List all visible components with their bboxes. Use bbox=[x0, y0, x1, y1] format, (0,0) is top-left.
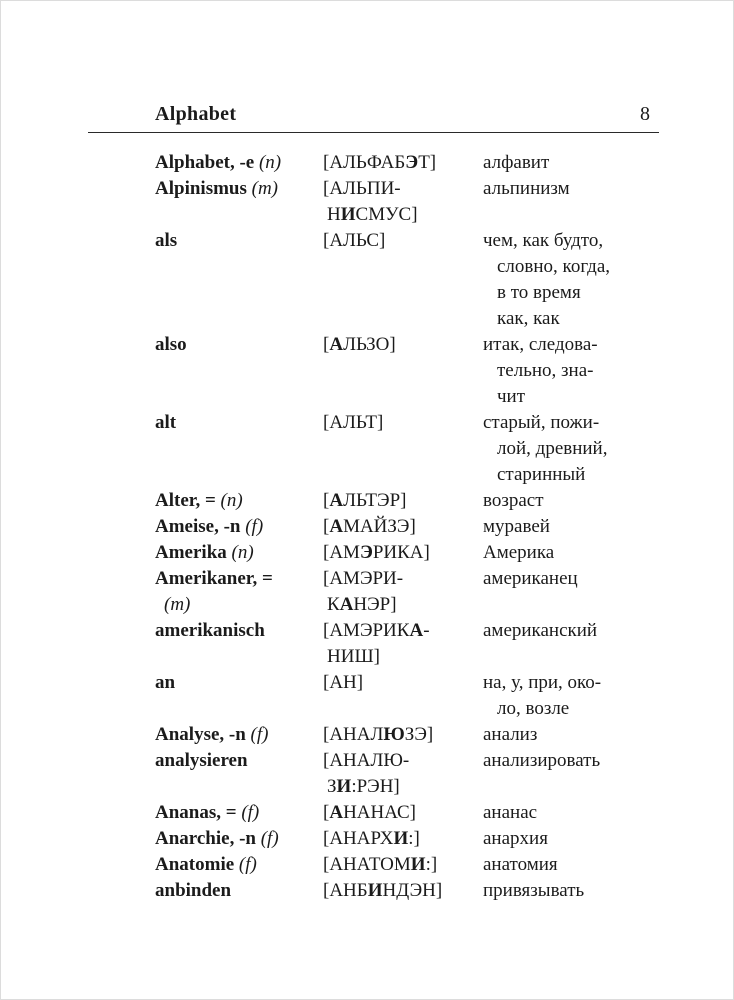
text-segment: [ bbox=[323, 802, 330, 823]
text-segment: алфавит bbox=[483, 152, 550, 173]
text-line bbox=[155, 332, 323, 358]
text-segment: Э bbox=[405, 152, 419, 173]
text-line bbox=[155, 722, 323, 748]
text-segment: Analyse, -n bbox=[155, 724, 251, 745]
text-segment: анархия bbox=[483, 828, 548, 849]
text-line bbox=[155, 150, 323, 176]
text-segment: А bbox=[409, 620, 424, 641]
text-segment: А bbox=[329, 334, 344, 355]
text-segment: возраст bbox=[483, 490, 544, 511]
text-segment: ЛЬЗО] bbox=[343, 334, 396, 355]
translation-cell bbox=[483, 228, 662, 332]
text-line bbox=[483, 410, 662, 436]
text-segment: [АНАЛ bbox=[323, 724, 384, 745]
text-line bbox=[323, 592, 483, 618]
text-segment: И bbox=[340, 204, 356, 225]
dictionary-entry bbox=[155, 514, 662, 540]
text-segment: РИКА] bbox=[372, 542, 430, 563]
text-segment: муравей bbox=[483, 516, 550, 537]
text-line bbox=[483, 540, 662, 566]
text-segment: Ananas, = bbox=[155, 802, 242, 823]
text-segment: Т] bbox=[418, 152, 437, 173]
text-segment: НИШ] bbox=[327, 646, 380, 667]
text-line bbox=[155, 228, 323, 254]
text-line bbox=[323, 670, 483, 696]
headword-cell bbox=[155, 488, 323, 514]
text-segment: Anarchie, -n bbox=[155, 828, 261, 849]
text-line bbox=[323, 176, 483, 202]
headword-cell bbox=[155, 670, 323, 696]
text-segment: als bbox=[155, 230, 178, 251]
headword-cell bbox=[155, 332, 323, 358]
text-segment: [АМ bbox=[323, 542, 360, 563]
text-segment: [АНАРХ bbox=[323, 828, 394, 849]
translation-cell bbox=[483, 488, 662, 514]
text-line bbox=[155, 878, 323, 904]
text-line bbox=[483, 670, 662, 696]
text-segment: :] bbox=[425, 854, 438, 875]
dictionary-entry bbox=[155, 852, 662, 878]
text-line bbox=[323, 644, 483, 670]
translation-cell bbox=[483, 826, 662, 852]
text-line bbox=[483, 228, 662, 254]
translation-cell bbox=[483, 332, 662, 410]
text-segment: [АЛЬТ] bbox=[323, 412, 384, 433]
text-line bbox=[323, 410, 483, 436]
text-segment: [ bbox=[323, 516, 330, 537]
dictionary-entry bbox=[155, 878, 662, 904]
text-line bbox=[323, 150, 483, 176]
text-segment: ЗЭ] bbox=[404, 724, 434, 745]
transcription-cell bbox=[323, 228, 483, 254]
text-segment: (f) bbox=[245, 516, 264, 537]
text-segment: чит bbox=[497, 386, 526, 407]
text-segment: (m) bbox=[164, 594, 191, 615]
transcription-cell bbox=[323, 514, 483, 540]
dictionary-entry bbox=[155, 540, 662, 566]
text-line bbox=[483, 852, 662, 878]
text-segment: [АЛЬПИ- bbox=[323, 178, 401, 199]
dictionary-entry bbox=[155, 176, 662, 228]
text-segment: [АНАТОМ bbox=[323, 854, 411, 875]
text-line bbox=[155, 566, 323, 592]
running-head: Alphabet bbox=[155, 103, 237, 125]
text-segment: И bbox=[393, 828, 409, 849]
text-segment: ло, возле bbox=[497, 698, 570, 719]
text-line bbox=[323, 488, 483, 514]
text-line bbox=[483, 722, 662, 748]
translation-cell bbox=[483, 618, 662, 644]
dictionary-entry bbox=[155, 748, 662, 800]
text-segment: (n) bbox=[231, 542, 254, 563]
dictionary-entry bbox=[155, 228, 662, 332]
text-segment: А bbox=[329, 490, 344, 511]
text-line bbox=[323, 540, 483, 566]
text-segment: чем, как будто, bbox=[483, 230, 604, 251]
text-segment: Alter, = bbox=[155, 490, 221, 511]
translation-cell bbox=[483, 670, 662, 722]
text-line bbox=[323, 202, 483, 228]
dictionary-entry bbox=[155, 618, 662, 670]
dictionary-entry bbox=[155, 826, 662, 852]
text-line bbox=[483, 748, 662, 774]
text-segment: analysieren bbox=[155, 750, 248, 771]
headword-cell bbox=[155, 826, 323, 852]
translation-cell bbox=[483, 878, 662, 904]
page-number: 8 bbox=[640, 103, 650, 125]
text-segment: К bbox=[327, 594, 340, 615]
text-line bbox=[323, 878, 483, 904]
text-segment: НЭР] bbox=[353, 594, 397, 615]
text-segment: А bbox=[329, 516, 344, 537]
text-segment: :] bbox=[408, 828, 420, 849]
text-line bbox=[155, 540, 323, 566]
text-line bbox=[323, 748, 483, 774]
text-line bbox=[323, 800, 483, 826]
headword-cell bbox=[155, 878, 323, 904]
translation-cell bbox=[483, 410, 662, 488]
text-segment: СМУС] bbox=[355, 204, 418, 225]
text-segment: [АН] bbox=[323, 672, 364, 693]
dictionary-entry bbox=[155, 722, 662, 748]
text-segment: also bbox=[155, 334, 187, 355]
dictionary-entry bbox=[155, 488, 662, 514]
text-segment: НДЭН] bbox=[382, 880, 443, 901]
text-segment: anbinden bbox=[155, 880, 232, 901]
text-segment: alt bbox=[155, 412, 177, 433]
headword-cell bbox=[155, 852, 323, 878]
text-segment: американский bbox=[483, 620, 598, 641]
text-line bbox=[483, 176, 662, 202]
text-line bbox=[483, 566, 662, 592]
text-line bbox=[323, 566, 483, 592]
headword-cell bbox=[155, 514, 323, 540]
text-line bbox=[483, 696, 662, 722]
text-segment: [ bbox=[323, 490, 330, 511]
text-segment: Ю bbox=[383, 724, 405, 745]
headword-cell bbox=[155, 618, 323, 644]
text-segment: лой, древний, bbox=[497, 438, 608, 459]
text-line bbox=[483, 826, 662, 852]
text-segment: (f) bbox=[241, 802, 260, 823]
text-line bbox=[483, 618, 662, 644]
text-line bbox=[155, 514, 323, 540]
text-segment: ЛЬТЭР] bbox=[343, 490, 407, 511]
text-segment: Amerika bbox=[155, 542, 232, 563]
text-segment: (f) bbox=[260, 828, 279, 849]
transcription-cell bbox=[323, 566, 483, 618]
dictionary-entry bbox=[155, 150, 662, 176]
text-line bbox=[483, 280, 662, 306]
text-line bbox=[155, 488, 323, 514]
text-segment: [АМЭРИ- bbox=[323, 568, 404, 589]
headword-cell bbox=[155, 150, 323, 176]
text-line bbox=[155, 852, 323, 878]
headword-cell bbox=[155, 176, 323, 202]
text-line bbox=[483, 306, 662, 332]
text-line bbox=[483, 462, 662, 488]
transcription-cell bbox=[323, 488, 483, 514]
text-segment: :РЭН] bbox=[351, 776, 400, 797]
text-segment: (n) bbox=[220, 490, 243, 511]
translation-cell bbox=[483, 150, 662, 176]
text-segment: на, у, при, око- bbox=[483, 672, 602, 693]
text-segment: в то время bbox=[497, 282, 581, 303]
text-segment: анализ bbox=[483, 724, 538, 745]
text-segment: (n) bbox=[258, 152, 282, 173]
transcription-cell bbox=[323, 150, 483, 176]
text-line bbox=[155, 618, 323, 644]
translation-cell bbox=[483, 852, 662, 878]
transcription-cell bbox=[323, 670, 483, 696]
text-segment: тельно, зна- bbox=[497, 360, 594, 381]
text-segment: А bbox=[339, 594, 354, 615]
dictionary-entry bbox=[155, 670, 662, 722]
translation-cell bbox=[483, 722, 662, 748]
headword-cell bbox=[155, 800, 323, 826]
text-segment: привязывать bbox=[483, 880, 585, 901]
text-segment: Alphabet, -e bbox=[155, 152, 259, 173]
text-segment: словно, когда, bbox=[497, 256, 611, 277]
text-segment: старинный bbox=[497, 464, 586, 485]
text-segment: [АЛЬС] bbox=[323, 230, 386, 251]
transcription-cell bbox=[323, 826, 483, 852]
text-segment: [АНБ bbox=[323, 880, 368, 901]
text-segment: Америка bbox=[483, 542, 555, 563]
text-line bbox=[155, 176, 323, 202]
text-line bbox=[483, 332, 662, 358]
text-segment: - bbox=[423, 620, 430, 641]
text-segment: (f) bbox=[238, 854, 257, 875]
text-segment: И bbox=[410, 854, 426, 875]
dictionary-entry bbox=[155, 332, 662, 410]
headword-cell bbox=[155, 410, 323, 436]
text-line bbox=[483, 254, 662, 280]
text-line bbox=[483, 358, 662, 384]
text-segment: (f) bbox=[250, 724, 269, 745]
text-segment: американец bbox=[483, 568, 578, 589]
text-segment: Amerikaner, = bbox=[155, 568, 273, 589]
transcription-cell bbox=[323, 800, 483, 826]
text-segment: И bbox=[367, 880, 383, 901]
text-line bbox=[483, 488, 662, 514]
text-segment: альпинизм bbox=[483, 178, 570, 199]
transcription-cell bbox=[323, 722, 483, 748]
text-segment: [АМЭРИК bbox=[323, 620, 410, 641]
text-segment: старый, пожи- bbox=[483, 412, 600, 433]
transcription-cell bbox=[323, 410, 483, 436]
text-line bbox=[483, 800, 662, 826]
text-line bbox=[155, 670, 323, 696]
text-line bbox=[323, 852, 483, 878]
text-segment: итак, следова- bbox=[483, 334, 598, 355]
text-line bbox=[323, 228, 483, 254]
translation-cell bbox=[483, 540, 662, 566]
text-segment: amerikanisch bbox=[155, 620, 265, 641]
headword-cell bbox=[155, 748, 323, 774]
transcription-cell bbox=[323, 332, 483, 358]
text-line bbox=[155, 748, 323, 774]
text-segment: З bbox=[327, 776, 337, 797]
text-segment: [АЛЬФАБ bbox=[323, 152, 406, 173]
transcription-cell bbox=[323, 540, 483, 566]
page-header bbox=[155, 103, 650, 126]
text-segment: НАНАС] bbox=[343, 802, 417, 823]
text-segment: Э bbox=[359, 542, 373, 563]
text-segment: Alpinismus bbox=[155, 178, 252, 199]
dictionary-entry bbox=[155, 410, 662, 488]
text-segment: [АНАЛЮ- bbox=[323, 750, 410, 771]
headword-cell bbox=[155, 566, 323, 618]
text-line bbox=[155, 410, 323, 436]
translation-cell bbox=[483, 800, 662, 826]
text-line bbox=[483, 384, 662, 410]
text-line bbox=[155, 826, 323, 852]
translation-cell bbox=[483, 514, 662, 540]
text-segment: анатомия bbox=[483, 854, 558, 875]
header-rule bbox=[88, 132, 659, 133]
headword-cell bbox=[155, 540, 323, 566]
text-line bbox=[155, 592, 323, 618]
text-segment: (m) bbox=[251, 178, 279, 199]
text-line bbox=[483, 878, 662, 904]
text-segment: ананас bbox=[483, 802, 538, 823]
text-segment: И bbox=[336, 776, 352, 797]
transcription-cell bbox=[323, 748, 483, 800]
text-segment: анализировать bbox=[483, 750, 601, 771]
text-line bbox=[483, 436, 662, 462]
translation-cell bbox=[483, 566, 662, 592]
text-line bbox=[323, 774, 483, 800]
entries-list bbox=[155, 150, 662, 904]
headword-cell bbox=[155, 722, 323, 748]
translation-cell bbox=[483, 748, 662, 774]
transcription-cell bbox=[323, 618, 483, 670]
text-line bbox=[323, 332, 483, 358]
text-line bbox=[323, 618, 483, 644]
text-line bbox=[323, 514, 483, 540]
text-segment: an bbox=[155, 672, 176, 693]
transcription-cell bbox=[323, 176, 483, 228]
translation-cell bbox=[483, 176, 662, 202]
text-line bbox=[155, 800, 323, 826]
text-segment: Н bbox=[327, 204, 341, 225]
text-line bbox=[323, 722, 483, 748]
text-segment: как, как bbox=[497, 308, 560, 329]
text-line bbox=[323, 826, 483, 852]
text-segment: Ameise, -n bbox=[155, 516, 246, 537]
text-segment: МАЙЗЭ] bbox=[343, 516, 416, 537]
text-line bbox=[483, 514, 662, 540]
transcription-cell bbox=[323, 852, 483, 878]
text-segment: Anatomie bbox=[155, 854, 239, 875]
text-segment: [ bbox=[323, 334, 330, 355]
text-segment: А bbox=[329, 802, 344, 823]
dictionary-entry bbox=[155, 800, 662, 826]
dictionary-entry bbox=[155, 566, 662, 618]
transcription-cell bbox=[323, 878, 483, 904]
text-line bbox=[483, 150, 662, 176]
headword-cell bbox=[155, 228, 323, 254]
